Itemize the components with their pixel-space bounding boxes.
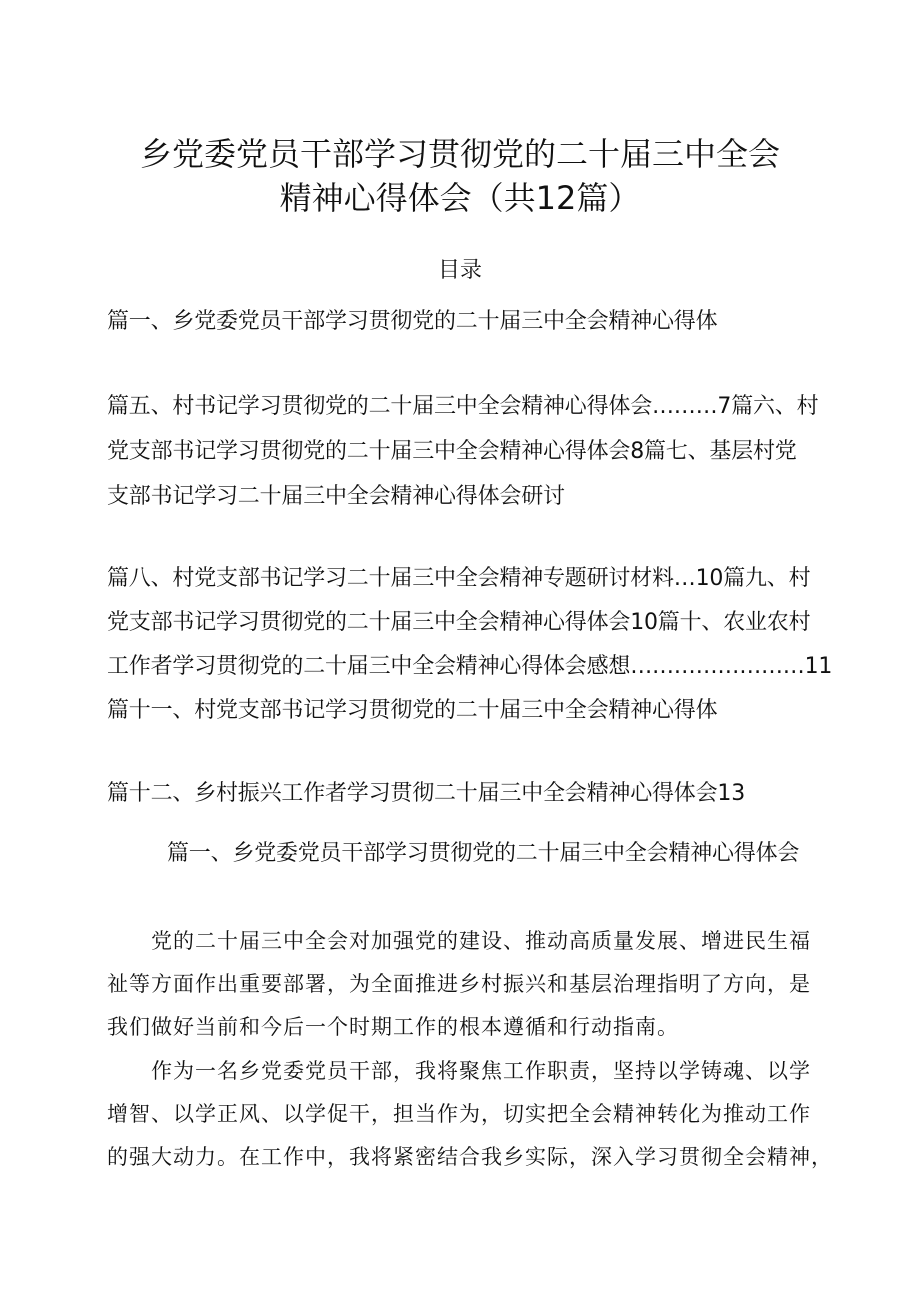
body-paragraph-line: 增智、以学正风、以学促干，担当作为，切实把全会精神转化为推动工作 (107, 1102, 811, 1126)
toc-line: 篇十一、村党支部书记学习贯彻党的二十届三中全会精神心得体 (107, 698, 718, 723)
toc-line: 篇五、村书记学习贯彻党的二十届三中全会精神心得体会………7篇六、村 (107, 394, 819, 419)
document-title-line-2: 精神心得体会（共12篇） (279, 179, 641, 217)
toc-line: 党支部书记学习贯彻党的二十届三中全会精神心得体会8篇七、基层村党 (107, 439, 797, 464)
body-paragraph-line: 党的二十届三中全会对加强党的建设、推动高质量发展、增进民生福 (107, 929, 811, 953)
toc-line: 篇十二、乡村振兴工作者学习贯彻二十届三中全会精神心得体会13 (107, 781, 745, 806)
section-title: 篇一、乡党委党员干部学习贯彻党的二十届三中全会精神心得体会 (167, 841, 800, 866)
toc-line: 支部书记学习二十届三中全会精神心得体会研讨 (107, 484, 565, 509)
toc-line: 篇一、乡党委党员干部学习贯彻党的二十届三中全会精神心得体 (107, 309, 718, 334)
body-paragraph-line: 的强大动力。在工作中，我将紧密结合我乡实际，深入学习贯彻全会精神， (107, 1145, 833, 1169)
body-paragraph-line: 祉等方面作出重要部署，为全面推进乡村振兴和基层治理指明了方向，是 (107, 972, 811, 996)
toc-line: 党支部书记学习贯彻党的二十届三中全会精神心得体会10篇十、农业农村 (107, 610, 811, 635)
body-paragraph-line: 我们做好当前和今后一个时期工作的根本遵循和行动指南。 (107, 1015, 679, 1039)
document-title-line-1: 乡党委党员干部学习贯彻党的二十届三中全会 (139, 135, 780, 173)
toc-heading: 目录 (437, 258, 482, 283)
toc-line: 篇八、村党支部书记学习二十届三中全会精神专题研讨材料…10篇九、村 (107, 566, 811, 591)
body-paragraph-line: 作为一名乡党委党员干部，我将聚焦工作职责，坚持以学铸魂、以学 (107, 1059, 811, 1083)
toc-line: 工作者学习贯彻党的二十届三中全会精神心得体会感想……………………11 (107, 654, 833, 679)
